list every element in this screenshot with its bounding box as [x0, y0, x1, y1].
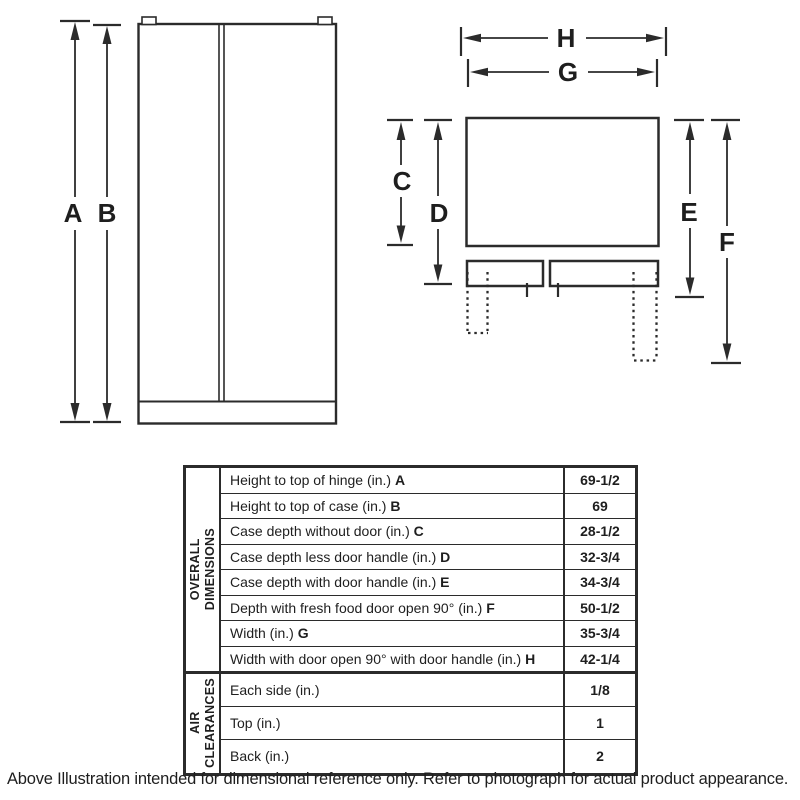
dimensions-table	[183, 465, 638, 776]
row-label: Depth with fresh food door open 90° (in.) F	[220, 595, 564, 621]
table-row	[185, 519, 637, 545]
row-letter: A	[395, 472, 406, 489]
row-value: 50-1/2	[564, 595, 637, 621]
table-row	[185, 646, 637, 673]
row-label: Width with door open 90° with door handle (in.) H	[220, 646, 564, 673]
dim-label-c: C	[392, 166, 412, 196]
row-value: 2	[564, 740, 637, 774]
table-row	[185, 493, 637, 519]
front-view	[139, 17, 337, 424]
row-label: Height to top of hinge (in.) A	[220, 467, 564, 494]
top-door-right	[550, 261, 658, 286]
table-row	[185, 740, 637, 774]
row-value: 34-3/4	[564, 570, 637, 596]
top-case-outline	[467, 118, 659, 246]
row-label: Case depth less door handle (in.) D	[220, 544, 564, 570]
row-label: Case depth with door handle (in.) E	[220, 570, 564, 596]
hinge-right-icon	[318, 17, 332, 25]
dimensions-table-grid	[183, 465, 638, 776]
row-value: 28-1/2	[564, 519, 637, 545]
row-letter: C	[413, 523, 424, 540]
dim-label-e: E	[680, 197, 698, 227]
row-label: Width (in.) G	[220, 621, 564, 647]
top-view	[467, 118, 659, 361]
table-row	[185, 467, 637, 494]
row-label: Case depth without door (in.) C	[220, 519, 564, 545]
dimensions-table-body	[185, 467, 637, 775]
dim-label-g: G	[557, 57, 579, 87]
row-letter: H	[525, 650, 536, 667]
row-letter: G	[297, 625, 309, 642]
table-row	[185, 595, 637, 621]
row-label: Height to top of case (in.) B	[220, 493, 564, 519]
table-row	[185, 570, 637, 596]
row-label: Top (in.)	[220, 707, 564, 740]
dim-label-b: B	[97, 198, 117, 228]
row-value: 69	[564, 493, 637, 519]
table-row	[185, 673, 637, 707]
row-value: 42-1/4	[564, 646, 637, 673]
row-value: 35-3/4	[564, 621, 637, 647]
row-value: 32-3/4	[564, 544, 637, 570]
section-header: OVERALL DIMENSIONS	[185, 467, 221, 673]
row-value: 1	[564, 707, 637, 740]
table-row	[185, 621, 637, 647]
dim-label-d: D	[429, 198, 449, 228]
row-label: Each side (in.)	[220, 673, 564, 707]
table-row	[185, 707, 637, 740]
row-letter: B	[390, 497, 401, 514]
hinge-left-icon	[142, 17, 156, 25]
dim-label-f: F	[719, 227, 735, 257]
row-label: Back (in.)	[220, 740, 564, 774]
row-letter: E	[440, 574, 450, 591]
row-value: 69-1/2	[564, 467, 637, 494]
row-value: 1/8	[564, 673, 637, 707]
top-door-left	[467, 261, 543, 286]
row-letter: F	[486, 599, 495, 616]
row-letter: D	[440, 548, 451, 565]
table-row	[185, 544, 637, 570]
caption: Above Illustration intended for dimensional reference only. Refer to photograph for actual product appearance.	[7, 770, 789, 788]
dim-label-a: A	[63, 198, 83, 228]
section-header: AIR CLEARANCES	[185, 673, 221, 775]
dim-label-h: H	[556, 23, 576, 53]
front-case-outline	[139, 24, 337, 424]
